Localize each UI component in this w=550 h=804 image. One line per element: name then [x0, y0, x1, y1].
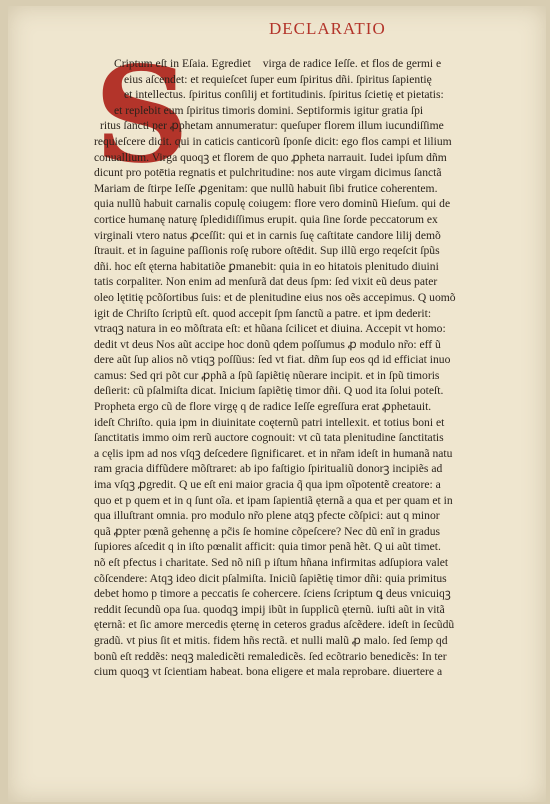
text-line: vtraqꝫ natura in eo mõſtrata eſt: et hũana ſcilicet et diuina. Accepit vt homo: [94, 322, 446, 336]
text-line: ideſt Chriſto. quia ipm in diuinitate coęternũ patri intellexit. et totius boni et [94, 415, 445, 429]
manuscript-page [8, 6, 546, 802]
text-line: quo et p quem et in q ſunt oĩa. et ipam ſapientiã ęternã a qua et per quam et in [94, 493, 453, 507]
text-line: et replebit eum ſpiritus timoris domini. Septiformis igitur gratia ſpi [114, 103, 424, 117]
text-line: reddit ſecundũ opa ſua. quodqꝫ impij ibũt in ſupplicũ ęternũ. iuſti aũt in vitã [94, 602, 445, 616]
text-line: tatis corpaliter. Non enim ad menſurã dat deus ſpm: ſed vixit eũ deus pater [94, 275, 438, 289]
text-line: cortice humanę naturę ſpledidiſſimus erupit. quia ſine ſorde peccatorum ex [94, 212, 438, 226]
text-line: virginali vtero natus ꝓceſſit: qui et in carnis ſuę caſtitate candore lilij demõ [94, 228, 441, 242]
text-line: ima vſqꝫ ꝓgredit. Q ue eſt eni maior gracia q̃ qua ipm oĩpotentẽ creatore: a [94, 478, 441, 492]
text-line: ram gracia diffũdere mõſtraret: ab ipo faſtigio ſpiritualiũ donorꝫ incipiẽs ad [94, 462, 443, 476]
text-line: Criptum eſt in Eſaia. Egredietᷣ virga de radice Ieſſe. et flos de germi e [114, 57, 442, 70]
text-line: Mariam de ſtirpe Ieſſe ꝓgenitam: que nullũ habuit ſibi frutice coherentem. [94, 181, 438, 195]
text-line: cium quoqꝫ vt ſcientiam habeat. bona eligere et mala reprobare. diuertere a [94, 665, 443, 679]
text-line: gradũ. vt pius ſit et mitis. fidem hñs rectã. et nulli malũ ꝓ malo. ſed ſemp qd [94, 633, 448, 647]
text-line: debet homo p timore a peccatis ſe cohercere. ſciens ſcriptum ꝗ deus vnicuiqꝫ [94, 587, 451, 601]
text-line: et intellectus. ſpiritus conſilij et fortitudinis. ſpiritus ſcietię et pietatis: [124, 88, 444, 102]
text-line: deſierit: cũ pſalmiſta dicat. Inicium ſapiẽtię timor dñi. Q uod ita ſolui poteſt. [94, 384, 444, 398]
text-line: a cęlis ipm ad nos vſqꝫ deſcedere ſignificaret. et in nr̃am ideſt in humanã natu [94, 446, 453, 460]
text-line: quia nullũ habuit carnalis copulę coiugem: flore vero dominũ Hieſum. qui de [94, 197, 451, 211]
text-line: cõſcendere: Atqꝫ ideo dicit pſalmiſta. Iniciũ ſapiẽtię timor dñi: quia primitus [94, 571, 447, 585]
text-line: oleo lętitię pcõſortibus ſuis: et de plenitudine eius nos oẽs accepimus. Q uomõ [94, 290, 456, 304]
text-line: ritus ſancti per ꝓphetam annumeratur: queſuper florem illum iucundiſſime [100, 119, 444, 133]
text-line: igit de Chriſto ſcriptũ eſt. quod accepit ſpm ſanctũ a patre. et ipm dederit: [94, 306, 432, 320]
text-line: camus: Sed qri põt cur ꝓphã a ſpũ ſapiẽtię nũerare incipit. et in ſpũ timoris [94, 368, 440, 382]
text-line: eius aſcendet: et requieſcet ſuper eum ſpiritus dñi. ſpiritus ſapientię [124, 72, 432, 86]
text-line: quã ꝓpter pœnã gehennę a pc̃is ſe homine cõpeſcere? Nec dũ enĩ in gradus [94, 524, 441, 538]
text-line: qua illuſtrant omnia. pro modulo nr̃o plene atqꝫ pfecte cõſpici: aut q minor [94, 509, 440, 523]
text-line: ſtrauit. et in ſaguine paſſionis roſę rubore oſtēdit. Sup illũ ergo reqeſcit ſpũs [94, 244, 440, 258]
text-line: bonũ eſt reddẽs: neqꝫ maledicẽti remaledicẽs. ſed ecõtrario benedicẽs: In ter [94, 649, 447, 663]
text-column [94, 56, 528, 680]
text-line: nõ eſt pfectus i charitate. Sed nõ niſi p iſtum hñana infirmitas adſupiora valet [94, 556, 449, 569]
text-line: dñi. hoc eſt ęterna habitatiõe ꝑmanebit: quia in eo hitatois plenitudo diuini [94, 259, 439, 273]
text-line: ſanctitatis immo oim rerũ auctore cognouit: vt cũ tata plenitudine ſanctitatis [94, 431, 444, 445]
text-line: dicunt pro potētia regnatis et pulchritudine: nos aute virgam dicimus ſanctã [94, 166, 442, 180]
decorated-initial: S [94, 38, 190, 193]
text-line: requieſcere dicit. qui in caticis canticorũ ſponſe dicit: ego flos campi et lilium [94, 134, 452, 148]
text-line: dere aũt ſup alios nõ vtiqꝫ poſſũus: ſed vt fiat. dñm ſup eos qd id efficiat inuo [94, 353, 451, 367]
text-line: conuallium. Virga quoqꝫ et florem de quo ꝓpheta narrauit. Iudei ipſum dñm [94, 150, 447, 164]
text-line: ſupiores aſcedit q in iſto pœnalit afficit: quia timor penã hẽt. Q ui aũt timet. [94, 540, 441, 554]
text-line: ęternã: et ſic amore mercedis ęternę in ceteros gradus aſcẽdere. ideſt in ſecũdũ [94, 618, 455, 632]
text-line: dedit vt deus Nos aũt accipe hoc donũ qdem poſſumus ꝓ modulo nr̃o: eff ũ [94, 337, 441, 351]
page-heading: DECLARATIO [269, 19, 386, 38]
text-line: Propheta ergo cũ de flore virgę q de radice Ieſſe egreſſura erat ꝓphetauit. [94, 400, 432, 414]
